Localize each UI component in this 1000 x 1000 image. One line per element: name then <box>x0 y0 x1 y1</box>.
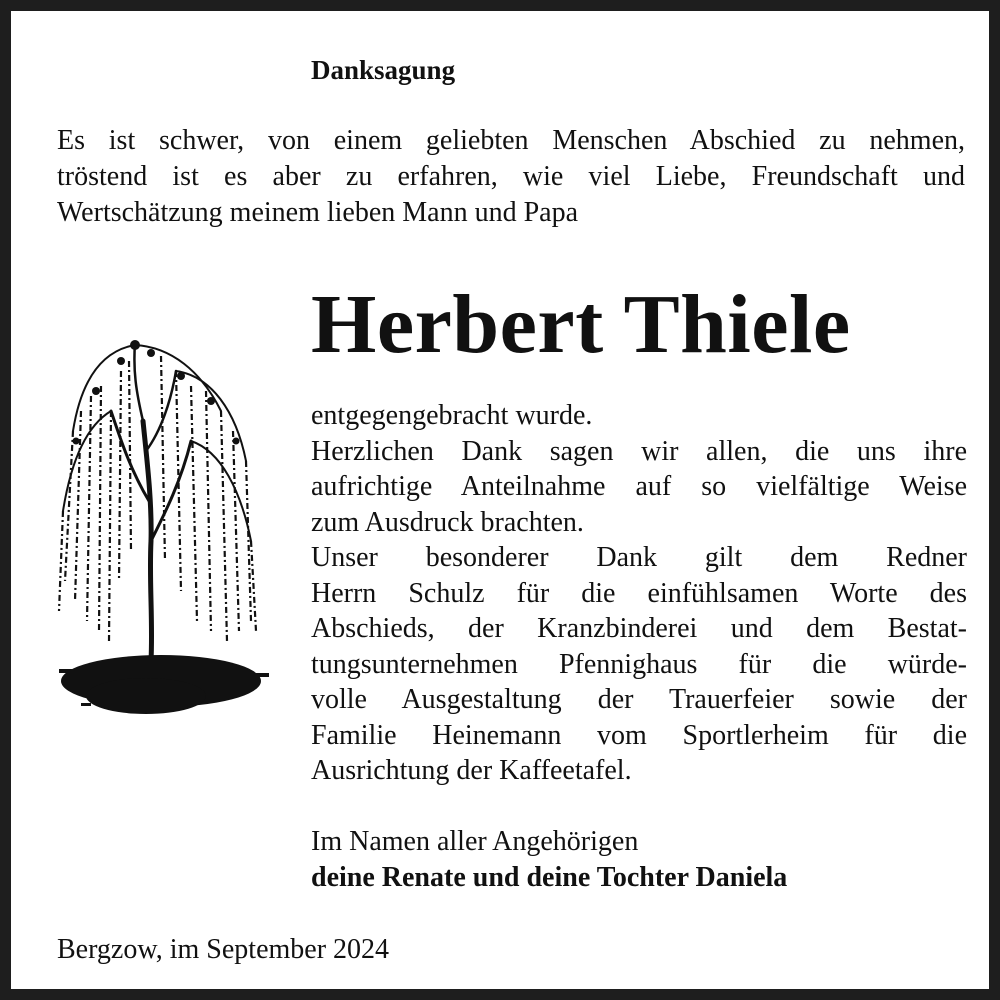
body-paragraph <box>311 398 967 789</box>
intro-line: Wertschätzung meinem lieben Mann und Papa <box>57 197 579 228</box>
body-line: entgegengebracht wurde. <box>311 400 593 431</box>
body-line: zum Ausdruck brachten. <box>311 506 584 538</box>
signature-names: deine Renate und deine Tochter Daniela <box>311 862 788 893</box>
body-line: Herzlichen Dank sagen wir allen, die uns ihre <box>311 435 967 467</box>
intro-paragraph <box>57 123 965 231</box>
body-line: Ausrichtung der Kaffeetafel. <box>311 755 632 786</box>
body-line: tungsunternehmen Pfennighaus für die würde- <box>311 648 967 680</box>
body-line: volle Ausgestaltung der Trauerfeier sowie der <box>311 684 967 715</box>
place-date: Bergzow, im September 2024 <box>57 934 390 965</box>
body-line: Unser besonderer Dank gilt dem Redner <box>311 542 967 573</box>
body-line: Abschieds, der Kranzbinderei und dem Bestat- <box>311 613 967 644</box>
heading: Danksagung <box>311 55 456 85</box>
intro-line: Es ist schwer, von einem geliebten Menschen Abschied zu nehmen, <box>57 125 965 156</box>
deceased-name: Herbert Thiele <box>311 278 851 371</box>
intro-line: tröstend ist es aber zu erfahren, wie viel Liebe, Freundschaft und <box>57 161 965 192</box>
body-line: Familie Heinemann vom Sportlerheim für die <box>311 719 967 751</box>
weeping-willow-icon <box>51 331 281 741</box>
body-line: Herrn Schulz für die einfühlsamen Worte des <box>311 577 967 609</box>
signature-intro: Im Namen aller Angehörigen <box>311 826 639 857</box>
body-line: aufrichtige Anteilnahme auf so vielfältige Weise <box>311 471 967 502</box>
